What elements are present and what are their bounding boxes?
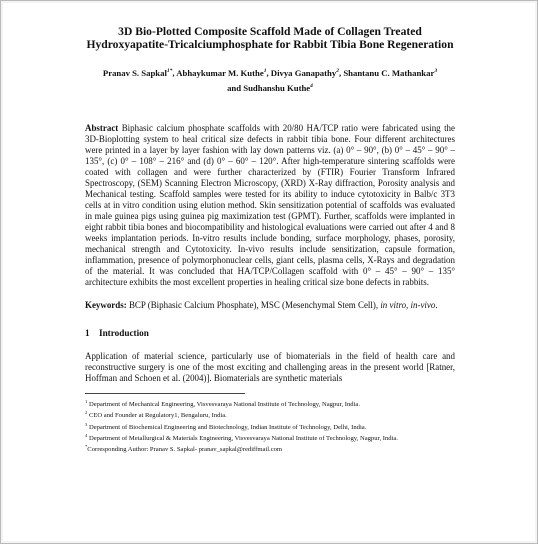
author-and: and bbox=[227, 82, 244, 93]
introduction-paragraph: Application of material science, particularly use of biomaterials in the field of health care and reconstructive surgery is one of the most exciting and challenging areas in the present world [Ratner, Hoffman and Schoen et al. (2004)]. Biomaterials are synthetic materials bbox=[85, 350, 455, 383]
keywords bbox=[85, 300, 455, 311]
footnote-mark: 2 bbox=[85, 410, 88, 416]
abstract-label: Abstract bbox=[85, 122, 119, 133]
author-name: Shantanu C. Mathankar bbox=[343, 67, 435, 78]
footnote bbox=[85, 409, 455, 420]
footnote-text: Department of Biochemical Engineering and Biotechnology, Indian Institute of Technology, Delhi, India. bbox=[87, 423, 367, 431]
footnote bbox=[85, 398, 455, 409]
author-separator: , bbox=[266, 67, 271, 78]
paper-title: 3D Bio-Plotted Composite Scaffold Made of Collagen Treated Hydroxyapatite-Tricalciumphosphate for Rabbit Tibia Bone Regeneration bbox=[86, 25, 454, 52]
author-affiliation-mark: 1 bbox=[263, 67, 267, 74]
footnote-text: Department of Metallurgical & Materials Engineering, Visvesvaraya National Institute of Technology, Nagpur, India. bbox=[87, 435, 398, 443]
author-name: Sudhanshu Kuthe bbox=[243, 82, 311, 93]
footnote bbox=[85, 432, 455, 443]
author-affiliation-mark: 1* bbox=[166, 67, 173, 74]
author-name: Divya Ganapathy bbox=[270, 67, 337, 78]
keywords-italic: in vitro, in-vivo bbox=[380, 299, 436, 310]
author-list bbox=[85, 65, 455, 95]
footnote-mark: 4 bbox=[85, 432, 88, 438]
footnotes bbox=[85, 398, 455, 455]
footnote bbox=[85, 421, 455, 432]
author-affiliation-mark: 3 bbox=[434, 67, 438, 74]
footnote-mark: * bbox=[85, 444, 88, 450]
footnote-divider bbox=[85, 393, 245, 394]
footnote-text: Department of Mechanical Engineering, Visvesvaraya National Institute of Technology, Nagpur, India. bbox=[87, 401, 360, 408]
author-separator: , bbox=[172, 67, 177, 78]
abstract bbox=[85, 123, 455, 289]
author-name: Pranav S. Sapkal bbox=[102, 67, 167, 78]
section-title: Introduction bbox=[99, 327, 149, 338]
author-separator: , bbox=[338, 67, 344, 78]
section-number: 1 bbox=[85, 327, 90, 338]
footnote-text: Corresponding Author: Pranav S. Sapkal- pranav_sapkal@rediffmail.com bbox=[87, 446, 283, 454]
abstract-text: Biphasic calcium phosphate scaffolds with 20/80 HA/TCP ratio were fabricated using the 3D-Bioplotting system to heal critical size defects in rabbit tibia bone. Four different architectures were printed in a layer by layer fashion with lay down patterns viz. (a) 0° – 90°, (b) 0° – 45° – 90° – 135°, (c) 0° – 108° – 216° and (d) 0° – 60° – 120°. After high-temperature sintering scaffolds were coated with collagen and were further characterized by (FTIR) Fourier Transform Infrared Spectroscopy, (SEM) Scanning Electron Microscopy, (XRD) X-Ray diffraction, Porosity analysis and Mechanical testing. Scaffold samples were tested for its ability to induce cytotoxicity in Balb/c 3T3 cells at in vitro condition using elution method. Skin sensitization potential of scaffolds was evaluated in male guinea pigs using guinea pig maximization test (GPMT). Further, scaffolds were implanted in eight rabbit tibia bones and biocompatibility and histological evaluations were carried out after 4 and 8 weeks implantation periods. In-vitro results include bonding, surface morphology, phases, porosity, mechanical strength and Cytotoxicity. In-vivo results include sensitization, capsule formation, inflammation, presence of polymorphonuclear cells, giant cells, plasma cells, X-Rays and degradation of the material. It was concluded that HA/TCP/Collagen scaffold with 0° – 45° – 90° – 135° architecture exhibits the most excellent properties in healing critical size bone defects in rabbits. bbox=[85, 122, 455, 288]
footnote-mark: 1 bbox=[85, 398, 88, 404]
author-affiliation-mark: 4 bbox=[310, 82, 313, 89]
author-name: Abhaykumar M. Kuthe bbox=[176, 67, 264, 78]
paper-page bbox=[85, 25, 455, 455]
keywords-label: Keywords: bbox=[85, 299, 127, 310]
section-heading bbox=[85, 328, 455, 339]
footnote-mark: 3 bbox=[85, 421, 88, 427]
footnote-text: CEO and Founder at Regulatory1, Bengaluru, India. bbox=[87, 412, 227, 420]
author-affiliation-mark: 2 bbox=[336, 67, 339, 74]
keywords-end: . bbox=[435, 299, 438, 310]
keywords-text: BCP (Biphasic Calcium Phosphate), MSC (Mesenchymal Stem Cell), bbox=[126, 299, 381, 310]
footnote bbox=[85, 443, 455, 454]
